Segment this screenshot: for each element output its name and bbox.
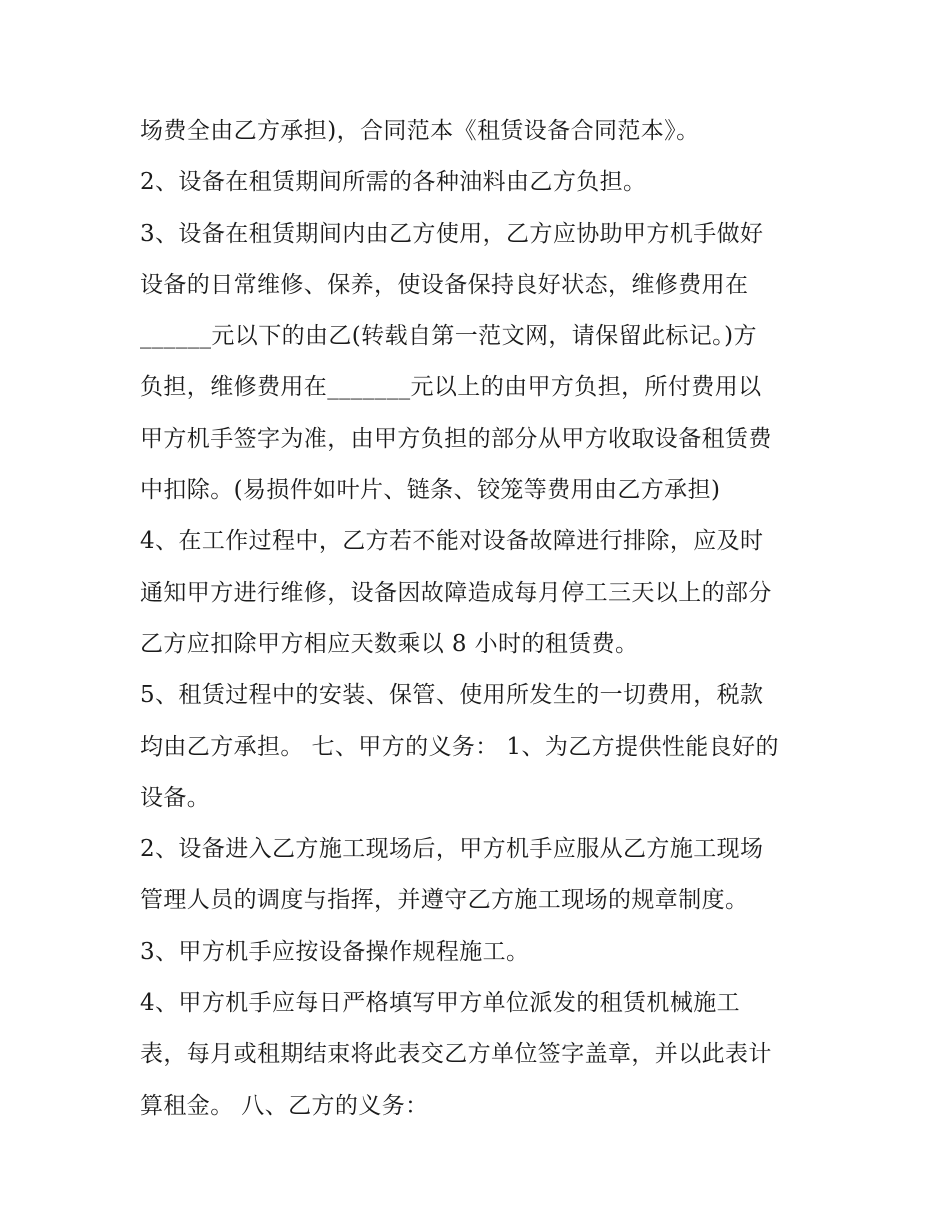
text-line-2: 2、设备在租赁期间所需的各种油料由乙方负担。: [140, 169, 647, 196]
text-line-1: 场费全由乙方承担)，合同范本《租赁设备合同范本》。: [140, 118, 700, 144]
text-line-5: ______元以下的由乙(转载自第一范文网，请保留此标记。)方: [140, 323, 757, 350]
text-line-10: 通知甲方进行维修，设备因故障造成每月停工三天以上的部分: [140, 579, 772, 606]
text-line-11: 乙方应扣除甲方相应天数乘以 8 小时的租赁费。: [140, 630, 639, 657]
text-line-19: 表，每月或租期结束将此表交乙方单位签字盖章，并以此表计: [140, 1041, 772, 1068]
text-line-18: 4、甲方机手应每日严格填写甲方单位派发的租赁机械施工: [140, 990, 741, 1017]
text-line-3: 3、设备在租赁期间内由乙方使用，乙方应协助甲方机手做好: [140, 220, 764, 247]
text-line-12: 5、租赁过程中的安装、保管、使用所发生的一切费用，税款: [140, 682, 764, 709]
text-line-16: 管理人员的调度与指挥，并遵守乙方施工现场的规章制度。: [140, 887, 749, 914]
document-page: [140, 106, 820, 1132]
text-line-13: 均由乙方承担。 七、甲方的义务： 1、为乙方提供性能良好的: [140, 733, 779, 760]
text-line-6: 负担，维修费用在_______元以上的由甲方负担，所付费用以: [140, 374, 762, 401]
text-line-7: 甲方机手签字为准，由甲方负担的部分从甲方收取设备租赁费: [140, 425, 772, 452]
text-line-15: 2、设备进入乙方施工现场后，甲方机手应服从乙方施工现场: [140, 836, 764, 863]
text-line-14: 设备。: [140, 784, 211, 811]
text-line-9: 4、在工作过程中，乙方若不能对设备故障进行排除，应及时: [140, 528, 764, 555]
text-line-20: 算租金。 八、乙方的义务：: [140, 1092, 429, 1119]
text-line-8: 中扣除。(易损件如叶片、链条、铰笼等费用由乙方承担): [140, 477, 721, 504]
text-line-4: 设备的日常维修、保养，使设备保持良好状态，维修费用在: [140, 271, 749, 298]
text-line-17: 3、甲方机手应按设备操作规程施工。: [140, 938, 530, 965]
